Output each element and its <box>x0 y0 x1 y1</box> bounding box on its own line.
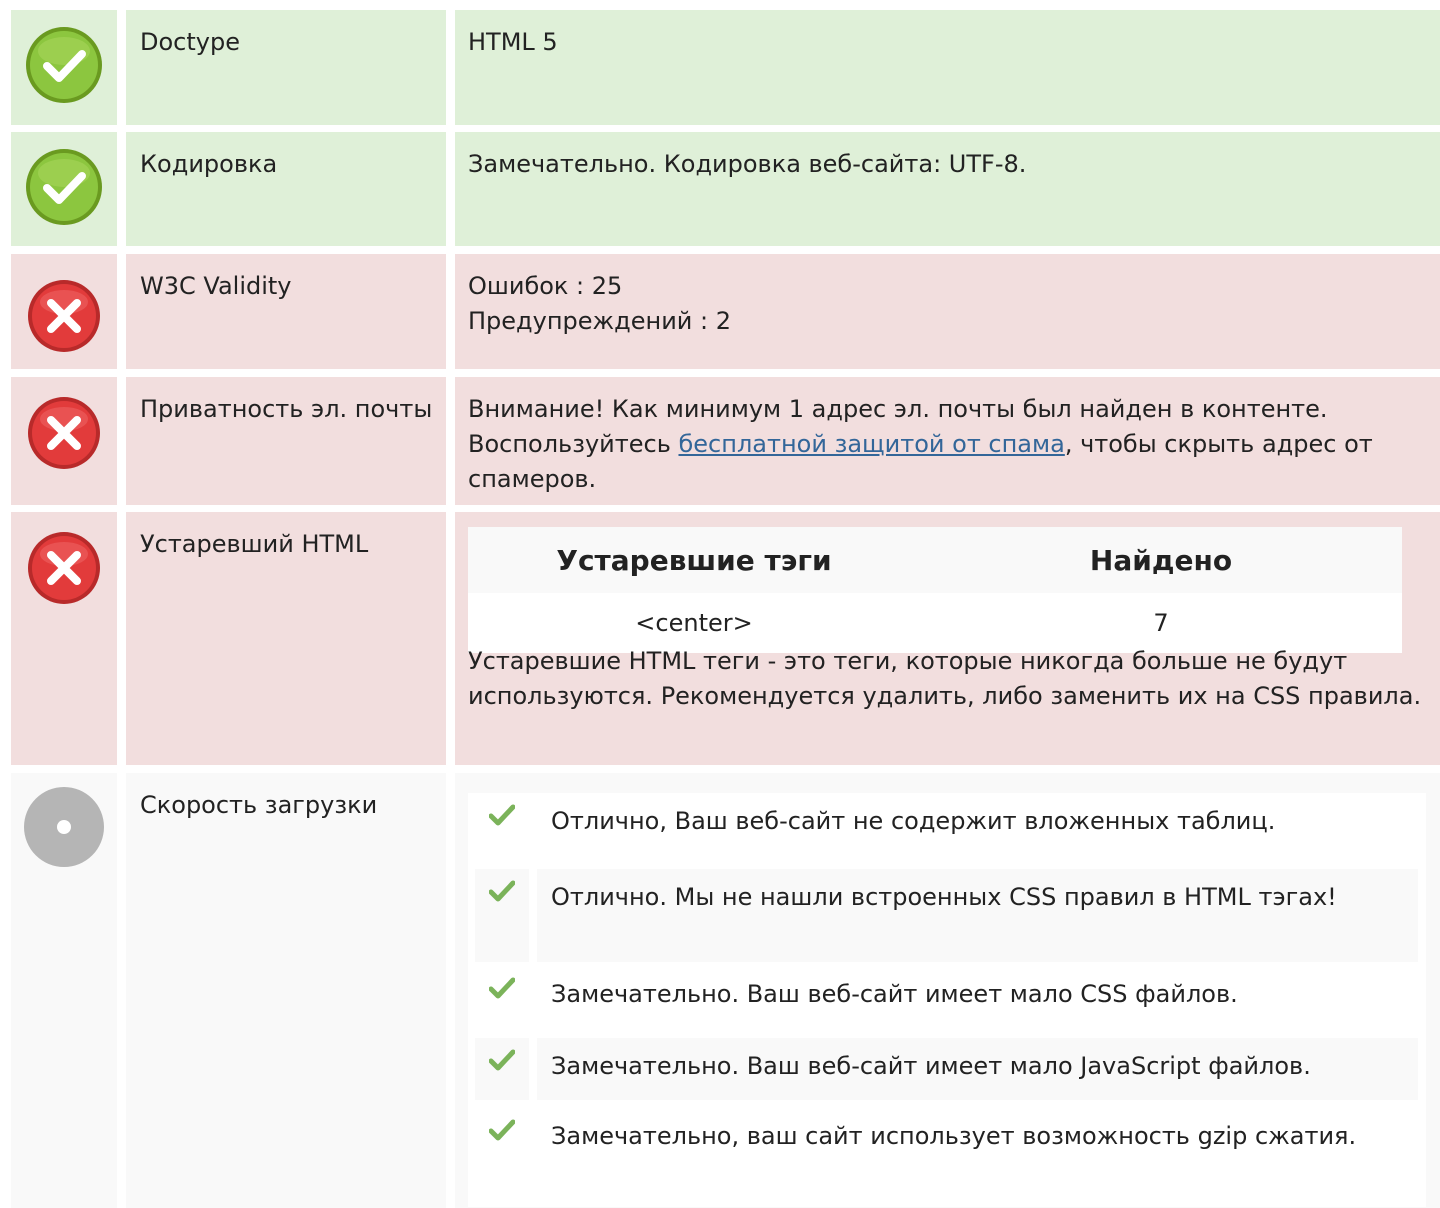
check-value-cell <box>455 132 1440 246</box>
status-cell <box>11 377 117 505</box>
status-cell <box>11 254 117 369</box>
speed-item-text: Замечательно, ваш сайт использует возможность gzip сжатия. <box>551 1122 1357 1150</box>
speed-item-text: Отлично. Мы не нашли встроенных CSS правил в HTML тэгах! <box>537 869 1418 962</box>
check-label-cell <box>126 254 446 369</box>
list-item <box>475 966 1418 1034</box>
check-row-load-speed <box>0 773 1440 1208</box>
check-row-w3c <box>0 254 1440 369</box>
check-row-doctype <box>0 10 1440 125</box>
check-label: Кодировка <box>140 150 278 178</box>
check-value-cell <box>455 773 1440 1208</box>
neutral-circle-icon <box>24 787 104 867</box>
deprecated-note: Устаревшие HTML теги - это теги, которые никогда больше не будут используются. Рекомендуется удалить, либо заменить их на CSS правила. <box>468 647 1422 710</box>
cross-circle-icon <box>24 528 104 608</box>
check-row-deprecated-html <box>0 512 1440 765</box>
checkmark-icon <box>475 966 529 1034</box>
check-value-cell <box>455 10 1440 125</box>
check-value <box>468 269 1426 339</box>
speed-check-list <box>468 793 1426 1207</box>
check-circle-icon <box>24 147 104 227</box>
check-value-cell <box>455 254 1440 369</box>
check-label-cell <box>126 512 446 765</box>
email-warning-suffix: , чтобы скрыть адрес от спамеров. <box>468 430 1373 493</box>
check-circle-icon <box>24 25 104 105</box>
check-row-email-privacy <box>0 377 1440 505</box>
email-warning-text: Внимание! Как минимум 1 адрес эл. почты был найден в контенте. Воспользуйтесь <box>468 395 1328 458</box>
w3c-warnings: Предупреждений : 2 <box>468 307 732 335</box>
deprecated-tags-table <box>468 527 1402 653</box>
spam-protection-link[interactable]: бесплатной защитой от спама <box>678 430 1065 458</box>
list-item <box>475 869 1418 962</box>
check-label: Приватность эл. почты <box>140 395 433 423</box>
check-label-cell <box>126 773 446 1208</box>
cross-circle-icon <box>24 393 104 473</box>
checkmark-icon <box>475 869 529 962</box>
check-label-cell <box>126 10 446 125</box>
speed-item-text: Замечательно. Ваш веб-сайт имеет мало JavaScript файлов. <box>537 1038 1418 1100</box>
check-label-cell <box>126 132 446 246</box>
deprecated-tag-cell: <center> <box>635 609 753 637</box>
check-value: Замечательно. Кодировка веб-сайта: UTF-8. <box>468 150 1027 178</box>
check-row-encoding <box>0 132 1440 246</box>
check-label: Doctype <box>140 28 240 56</box>
check-value-cell <box>455 512 1440 765</box>
checkmark-icon <box>475 1108 529 1202</box>
checkmark-icon <box>475 1038 529 1100</box>
check-value-cell <box>455 377 1440 505</box>
check-value <box>468 392 1426 497</box>
status-cell <box>11 773 117 1208</box>
cross-circle-icon <box>24 276 104 356</box>
check-label: Устаревший HTML <box>140 530 369 558</box>
speed-item-text: Замечательно. Ваш веб-сайт имеет мало CSS файлов. <box>551 980 1238 1008</box>
status-cell <box>11 132 117 246</box>
column-header-tags: Устаревшие тэги <box>556 543 832 577</box>
check-label: W3C Validity <box>140 272 292 300</box>
table-header <box>468 527 1402 593</box>
check-label-cell <box>126 377 446 505</box>
column-header-found: Найдено <box>1089 543 1233 577</box>
deprecated-count-cell: 7 <box>1153 609 1169 637</box>
list-item <box>475 1038 1418 1100</box>
checkmark-icon <box>475 793 529 865</box>
status-cell <box>11 512 117 765</box>
list-item <box>475 793 1418 865</box>
check-value: HTML 5 <box>468 28 558 56</box>
w3c-errors: Ошибок : 25 <box>468 272 623 300</box>
speed-item-text: Отлично, Ваш веб-сайт не содержит вложенных таблиц. <box>551 807 1276 835</box>
status-cell <box>11 10 117 125</box>
list-item <box>475 1108 1418 1202</box>
check-label: Скорость загрузки <box>140 791 378 819</box>
